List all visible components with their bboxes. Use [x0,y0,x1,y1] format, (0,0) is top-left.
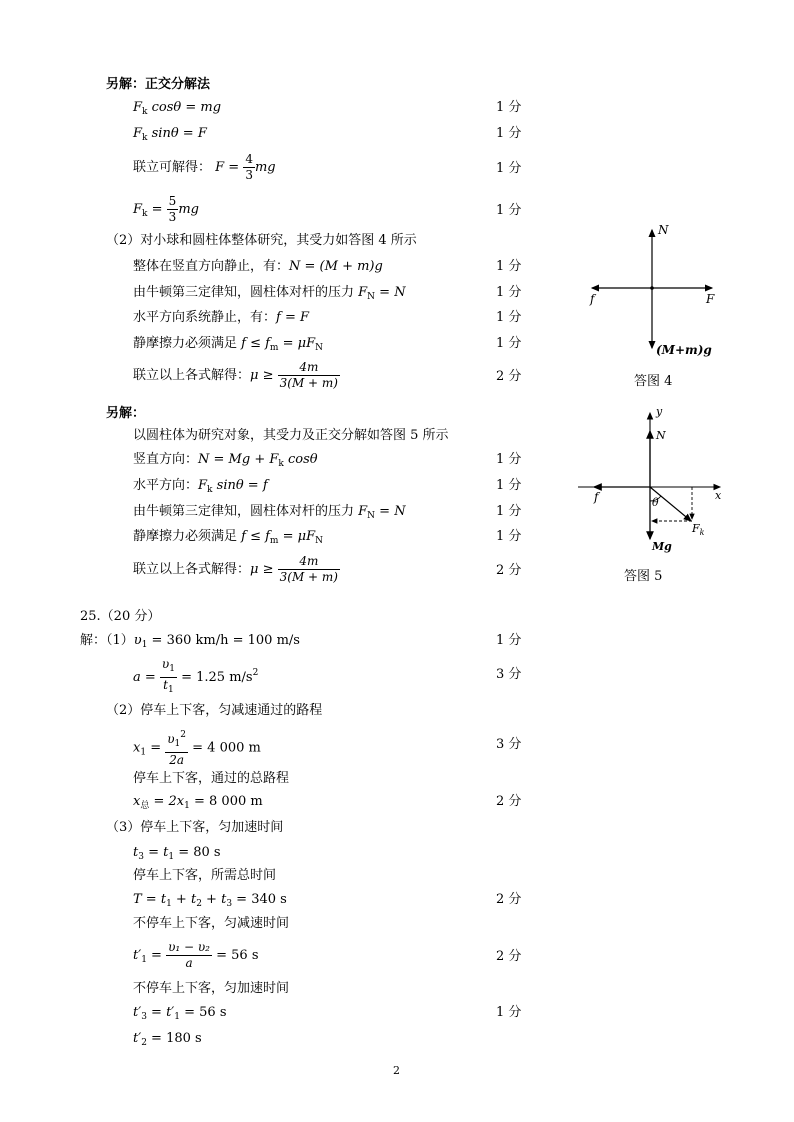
equation-line: 由牛顿第三定律知，圆柱体对杆的压力 $F_N = N$ [133,285,406,302]
page-number: 2 [393,1064,400,1077]
score: 1 分 [496,285,522,300]
figure-5-caption: 答图 5 [624,569,663,584]
score: 2 分 [496,892,522,907]
force-diagram-5 [570,405,730,555]
score: 2 分 [496,949,522,964]
score: 1 分 [496,203,522,218]
score: 1 分 [496,529,522,544]
label-theta: θ [652,496,659,509]
text-line: 不停车上下客，匀加速时间 [133,981,290,996]
score: 2 分 [496,369,522,384]
question-heading: 25.（20 分） [80,609,161,624]
part-heading: （3）停车上下客，匀加速时间 [106,820,284,835]
origin-dot [650,286,654,290]
score: 1 分 [496,100,522,115]
score: 3 分 [496,737,522,752]
label-weight: (M+m)g [656,343,712,357]
equation-line: $F_k$ = $\frac{5}{3}$ mg [133,194,199,224]
label-n: N [656,429,666,442]
text-line: 不停车上下客，匀减速时间 [133,916,290,931]
score: 1 分 [496,633,522,648]
score: 3 分 [496,667,522,682]
equation-line: $t'_3 = t'_1 = 56$ s [133,1005,227,1022]
score: 1 分 [496,310,522,325]
score: 1 分 [496,478,522,493]
alt-solution-intro: 以圆柱体为研究对象，其受力及正交分解如答图 5 所示 [133,428,449,443]
equation-line: $x_总 = 2x_1 = 8$ 000 m [133,794,263,811]
score: 1 分 [496,161,522,176]
score: 1 分 [496,126,522,141]
label-mg: Mg [652,540,672,553]
figure-4-caption: 答图 4 [634,374,673,389]
equation-line: 竖直方向：$N = Mg + F_k$ cosθ [133,452,318,469]
equation-line: 静摩擦力必须满足 $f \le f_m = \mu F_N$ [133,529,323,546]
label-x: x [715,489,722,502]
equation-line: 由牛顿第三定律知，圆柱体对杆的压力 $F_N = N$ [133,504,406,521]
equation-line: $x_1$ = $\frac{\upsilon_1^2}{2a}$ = 4 000 m [133,730,261,767]
label-big-f: F [706,292,715,306]
score: 1 分 [496,259,522,274]
text-line: 停车上下客，所需总时间 [133,868,277,883]
equation-line: 联立可解得： F = $\frac{4}{3}$ mg [133,152,276,182]
label-fk: $F_k$ [692,522,705,537]
part-heading: （2）停车上下客，匀减速通过的路程 [106,703,323,718]
score: 2 分 [496,563,522,578]
score: 1 分 [496,504,522,519]
score: 1 分 [496,452,522,467]
alt-solution-title: 另解：正交分解法 [106,77,211,92]
equation-line: $t'_2 = 180$ s [133,1031,202,1048]
score: 2 分 [496,794,522,809]
equation-line: 水平方向：$F_k$ sinθ = f [133,478,268,495]
label-f: f [590,292,595,306]
alt-solution-title: 另解： [106,406,146,421]
equation-line: $t_3 = t_1 = 80$ s [133,845,221,862]
equation-line: 联立以上各式解得：μ ≥ $\frac{4m}{3(M + m)}$ [133,360,338,390]
force-diagram-4 [580,218,730,368]
equation-line: 解：$(1)\upsilon_1 = 360$ km/h = 100 m/s [80,633,300,650]
part-2-intro: （2）对小球和圆柱体整体研究，其受力如答图 4 所示 [106,233,417,248]
label-y: y [656,405,663,418]
equation-line: $F_k$ sinθ = F [133,126,207,143]
equation-line: $t'_1$ = $\frac{\text{υ₁ − υ₂}}{a}$ = 56 s [133,940,259,970]
equation-line: a = $\frac{\upsilon_1}{t_1}$ = 1.25 $m/s^2$ [133,657,258,698]
equation-line: 整体在竖直方向静止，有：N = (M + m)g [133,259,383,274]
equation-line: 联立以上各式解得：μ ≥ $\frac{4m}{3(M + m)}$ [133,554,338,584]
label-n: N [658,223,669,237]
score: 1 分 [496,1005,522,1020]
equation-line: $F_k$ cosθ = mg [133,100,222,117]
equation-line: 水平方向系统静止，有：f = F [133,310,310,325]
equation-line: 静摩擦力必须满足 $f \le f_m = \mu F_N$ [133,336,323,353]
score: 1 分 [496,336,522,351]
text-line: 停车上下客，通过的总路程 [133,771,290,786]
label-f: f [594,490,599,504]
equation-line: $T = t_1 + t_2 + t_3 = 340$ s [133,892,287,909]
